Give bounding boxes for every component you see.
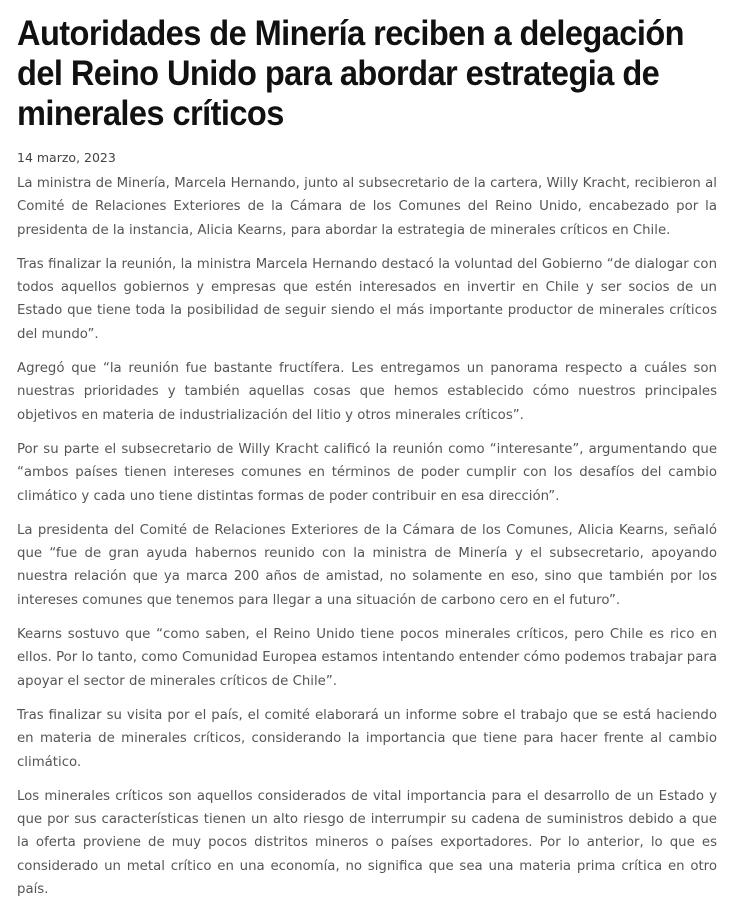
article-paragraph: Tras finalizar su visita por el país, el comité elaborará un informe sobre el trabajo que se está haciendo en materia de minerales críticos, considerando la importancia que tiene para hacer frente al cambio climático. xyxy=(17,707,717,770)
article-date: 14 marzo, 2023 xyxy=(17,150,116,165)
article-paragraph: Kearns sostuvo que “como saben, el Reino Unido tiene pocos minerales críticos, pero Chile es rico en ellos. Por lo tanto, como Comunidad Europea estamos intentando entender cómo podemos trabajar para apoyar el sector de minerales críticos de Chile”. xyxy=(17,627,717,689)
article-paragraph: La ministra de Minería, Marcela Hernando, junto al subsecretario de la cartera, Willy Kracht, recibieron al Comité de Relaciones Exteriores de la Cámara de los Comunes del Reino Unido, encabezado por la presidenta de la instancia, Alicia Kearns, para abordar la estrategia de minerales críticos en Chile. xyxy=(17,176,717,238)
article-paragraph: Los minerales críticos son aquellos considerados de vital importancia para el desarrollo de un Estado y que por sus características tienen un alto riesgo de interrumpir su cadena de suministros debido a que la oferta proviene de muy pocos distritos mineros o países exportadores. Por lo anterior, lo que es considerado un metal crítico en una economía, no significa que sea una materia prima crítica en otro país. xyxy=(17,788,717,898)
article-paragraph: Por su parte el subsecretario de Willy Kracht calificó la reunión como “interesante”, argumentando que “ambos países tienen intereses comunes en términos de poder cumplir con los desafíos del cambio climático y cada uno tiene distintas formas de poder contribuir en esa dirección”. xyxy=(17,441,717,504)
article-title: Autoridades de Minería reciben a delegación del Reino Unido para abordar estrategia de minerales críticos xyxy=(17,14,684,133)
article-paragraph: La presidenta del Comité de Relaciones Exteriores de la Cámara de los Comunes, Alicia Kearns, señaló que “fue de gran ayuda habernos reunido con la ministra de Minería y el subsecretario, apoyando nuestra relación que ya marca 200 años de amistad, no solamente en eso, sino que también por los intereses comunes que tenemos para llegar a una situación de carbono cero en el futuro”. xyxy=(17,522,717,608)
article-paragraph: Tras finalizar la reunión, la ministra Marcela Hernando destacó la voluntad del Gobierno “de dialogar con todos aquellos gobiernos y empresas que estén interesados en invertir en Chile y ser socios de un Estado que tiene toda la posibilidad de seguir siendo el más importante productor de minerales críticos del mundo”. xyxy=(17,256,717,342)
article-paragraph: Agregó que “la reunión fue bastante fructífera. Les entregamos un panorama respecto a cuáles son nuestras prioridades y también aquellas cosas que hemos establecido cómo nuestros principales objetivos en materia de industrialización del litio y otros minerales críticos”. xyxy=(17,361,717,423)
